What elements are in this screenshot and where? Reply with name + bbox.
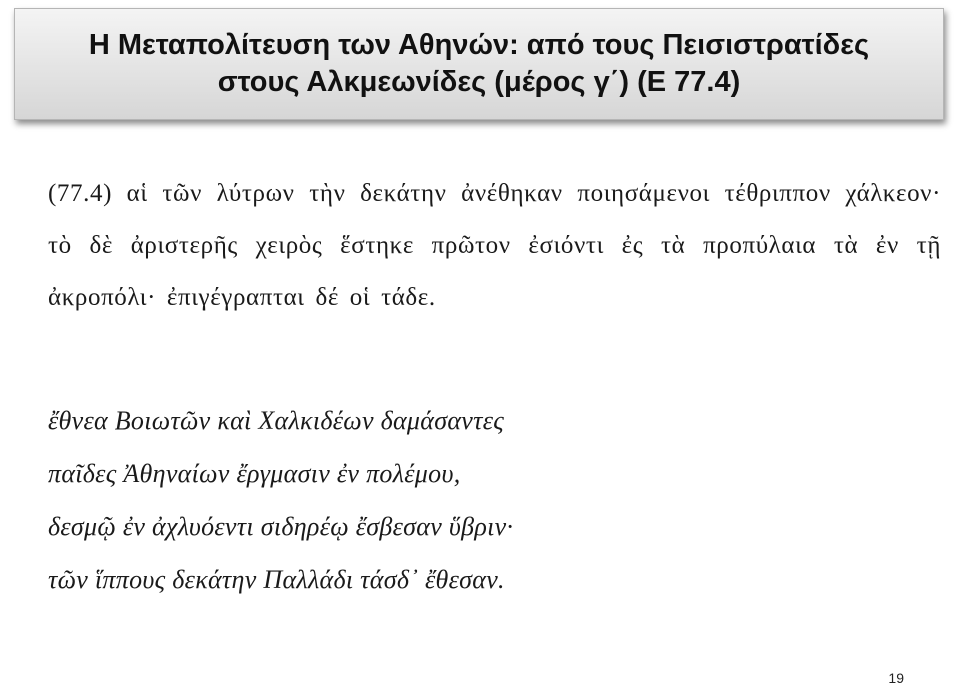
poem-line-3: δεσμῷ ἐν ἀχλυόεντι σιδηρέῳ ἔσβεσαν ὕβριν·: [48, 512, 514, 541]
poem-line-4: τῶν ἵππους δεκάτην Παλλάδι τάσδ᾽ ἔθεσαν.: [48, 565, 505, 594]
poem-line-2: παῖδες Ἀθηναίων ἔργμασιν ἐν πολέμου,: [48, 459, 461, 488]
page-number: 19: [888, 670, 904, 686]
herodotus-prose-passage: (77.4) αἱ τῶν λύτρων τὴν δεκάτην ἀνέθηκαν ποιησάμενοι τέθριππον χάλκεον· τὸ δὲ ἀριστερῆς χειρὸς ἕστηκε πρῶτον ἐσιόντι ἐς τὰ προπύλαια τὰ ἐν τῇ ἀκροπόλι· ἐπιγέγραπται δέ οἱ τάδε.: [48, 180, 941, 311]
epigram-poem: [48, 394, 941, 606]
slide-title-box: [14, 8, 944, 120]
slide-title-line-1: Η Μεταπολίτευση των Αθηνών: από τους Πεισιστρατίδες: [88, 29, 870, 61]
slide-title-line-2: στους Αλκμεωνίδες (μέρος γ΄) (Ε 77.4): [217, 66, 741, 98]
poem-line-1: ἔθνεα Βοιωτῶν καὶ Χαλκιδέων δαμάσαντες: [48, 406, 505, 435]
